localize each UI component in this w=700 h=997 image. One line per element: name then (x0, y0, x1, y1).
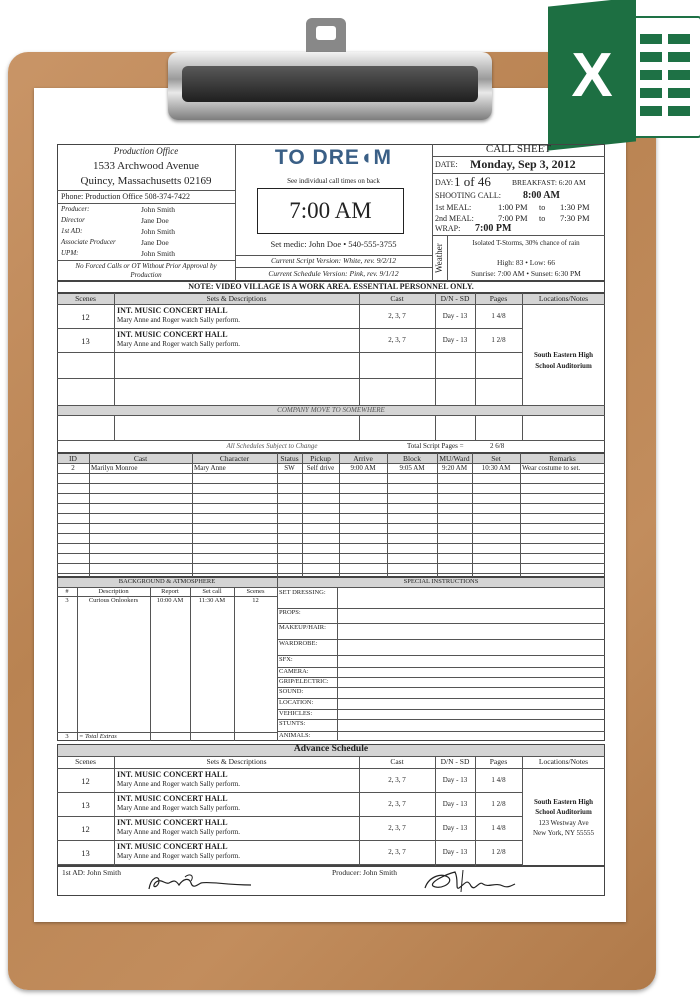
background-col-header: Description (98, 588, 129, 595)
cast-cell-cast: Marilyn Monroe (91, 464, 138, 472)
call-sheet-title: CALL SHEET (485, 143, 552, 155)
advance-scene-day-night: Day - 13 (442, 776, 468, 784)
advance-scene-set: INT. MUSIC CONCERT HALL (117, 794, 228, 803)
wrap-label: WRAP: (435, 224, 461, 233)
cast-col-header: Remarks (549, 454, 576, 463)
scene-number: 12 (81, 312, 90, 322)
meal-2-label: 2nd MEAL: (435, 214, 474, 223)
sunrise-sunset: Sunrise: 7:00 AM • Sunset: 6:30 PM (471, 269, 581, 278)
advance-scene-description: Mary Anne and Roger watch Sally perform. (117, 852, 241, 860)
background-cell-desc: Curious Onlookers (88, 597, 139, 604)
advance-scene-cast: 2, 3, 7 (388, 824, 406, 832)
office-label: Production Office (113, 146, 179, 156)
advance-scene-pages: 1 4/8 (491, 824, 506, 832)
office-address-1: 1533 Archwood Avenue (92, 160, 200, 172)
scene-pages: 1 4/8 (491, 312, 506, 320)
office-phone: Phone: Production Office 508-374-7422 (61, 192, 190, 201)
scene-col-header: Locations/Notes (538, 294, 589, 303)
schedule-version: Current Schedule Version: Pink, rev. 9/1/12 (268, 269, 399, 278)
background-col-header: Scenes (246, 588, 265, 595)
advance-scene-number: 13 (81, 800, 90, 810)
total-script-pages-label: Total Script Pages = (407, 442, 464, 450)
scene-pages: 1 2/8 (491, 336, 506, 344)
call-sheet (57, 144, 605, 896)
see-individual-call-times: See individual call times on back (287, 177, 380, 185)
special-instruction-label: LOCATION: (279, 699, 314, 706)
cast-cell-remarks: Wear costume to set. (522, 464, 581, 472)
office-address-2: Quincy, Massachusetts 02169 (80, 175, 212, 187)
scene-description: Mary Anne and Roger watch Sally perform. (117, 316, 241, 324)
advance-address-1: 123 Westway Ave (538, 819, 589, 827)
advance-col-header: Locations/Notes (538, 757, 589, 766)
cast-cell-character: Mary Anne (194, 464, 226, 472)
advance-scene-description: Mary Anne and Roger watch Sally perform. (117, 780, 241, 788)
scene-description: Mary Anne and Roger watch Sally perform. (117, 340, 241, 348)
general-call-time: 7:00 AM (257, 188, 404, 234)
cast-col-header: MU/Ward (439, 454, 470, 463)
crew-name: Jane Doe (141, 238, 169, 247)
day-label: DAY: (435, 178, 454, 187)
meal-2-from: 7:00 PM (498, 213, 528, 223)
producer-signature-label: Producer: John Smith (332, 868, 397, 877)
scene-day-night: Day - 13 (442, 336, 468, 344)
schedules-subject-to-change: All Schedules Subject to Change (226, 442, 318, 450)
crew-role: Associate Producer (61, 238, 116, 246)
script-version: Current Script Version: White, rev. 9/2/12 (271, 256, 396, 265)
cast-col-header: Set (491, 454, 501, 463)
special-instruction-label: CAMERA: (279, 668, 309, 675)
advance-col-header: D/N - SD (440, 757, 470, 766)
cast-cell-id: 2 (71, 464, 75, 472)
background-cell-report: 10:00 AM (156, 597, 184, 604)
advance-scene-pages: 1 2/8 (491, 800, 506, 808)
special-instruction-label: GRIP/ELECTRIC: (279, 678, 329, 685)
background-cell-setcall: 11:30 AM (198, 597, 226, 604)
background-cell-scenes: 12 (252, 597, 259, 604)
company-move: COMPANY MOVE TO SOMEWHERE (277, 406, 385, 414)
total-script-pages: 2 6/8 (490, 442, 505, 450)
advance-scene-number: 13 (81, 848, 90, 858)
advance-scene-number: 12 (81, 776, 90, 786)
company-logo: TO DRE◖M (274, 146, 393, 169)
scene-number: 13 (81, 336, 90, 346)
meal-2-to-label: to (539, 214, 546, 223)
scene-col-header: Cast (390, 294, 404, 303)
first-ad-signature (145, 871, 255, 895)
background-col-header: # (65, 588, 69, 595)
total-extras-count: 3 (65, 733, 69, 740)
meal-1-to-label: to (539, 203, 546, 212)
shooting-call-time: 8:00 AM (523, 190, 560, 201)
scene-col-header: Pages (489, 294, 508, 303)
cast-cell-block: 9:05 AM (399, 464, 425, 472)
first-ad-signature-label: 1st AD: John Smith (62, 868, 121, 877)
cast-cell-pickup: Self drive (306, 464, 335, 472)
cast-col-header: Arrive (353, 454, 373, 463)
cast-col-header: Pickup (310, 454, 331, 463)
advance-scene-day-night: Day - 13 (442, 800, 468, 808)
scene-set: INT. MUSIC CONCERT HALL (117, 306, 228, 315)
background-col-header: Set call (202, 588, 222, 595)
breakfast-time: BREAKFAST: 6:20 AM (512, 178, 586, 187)
advance-location-note: South Eastern High School Auditorium (533, 798, 594, 816)
meal-1-from: 1:00 PM (498, 202, 528, 212)
special-instruction-label: SET DRESSING: (279, 589, 326, 596)
advance-scene-set: INT. MUSIC CONCERT HALL (117, 818, 228, 827)
crew-role: UPM: (61, 249, 79, 257)
background-title: BACKGROUND & ATMOSPHERE (118, 578, 216, 585)
crew-name: John Smith (141, 227, 175, 236)
advance-col-header: Pages (489, 757, 508, 766)
advance-scene-cast: 2, 3, 7 (388, 776, 406, 784)
advance-col-header: Cast (390, 757, 404, 766)
weather-label: Weather (434, 243, 444, 273)
advance-scene-cast: 2, 3, 7 (388, 800, 406, 808)
advance-scene-number: 12 (81, 824, 90, 834)
advance-schedule-title: Advance Schedule (293, 744, 369, 754)
video-village-note: NOTE: VIDEO VILLAGE IS A WORK AREA. ESSENTIAL PERSONNEL ONLY. (188, 282, 474, 291)
special-instruction-label: SOUND: (279, 688, 304, 695)
date-label: DATE: (435, 160, 458, 169)
set-medic: Set medic: John Doe • 540-555-3755 (270, 239, 397, 249)
producer-signature (419, 868, 519, 896)
meal-2-to: 7:30 PM (560, 213, 590, 223)
cast-cell-set: 10:30 AM (481, 464, 511, 472)
advance-scene-description: Mary Anne and Roger watch Sally perform. (117, 828, 241, 836)
cast-col-header: ID (69, 454, 77, 463)
advance-col-header: Sets & Descriptions (206, 757, 267, 766)
crew-role: Director (61, 216, 85, 224)
crew-name: John Smith (141, 249, 175, 258)
special-instruction-label: PROPS: (279, 609, 301, 616)
shooting-call-label: SHOOTING CALL: (435, 191, 501, 200)
scene-col-header: D/N - SD (440, 294, 470, 303)
advance-scene-set: INT. MUSIC CONCERT HALL (117, 770, 228, 779)
cast-col-header: Status (280, 454, 299, 463)
advance-scene-day-night: Day - 13 (442, 848, 468, 856)
cast-cell-arrive: 9:00 AM (350, 464, 376, 472)
special-instruction-label: ANIMALS: (279, 732, 311, 739)
shoot-date: Monday, Sep 3, 2012 (470, 157, 576, 171)
special-instruction-label: WARDROBE: (279, 640, 318, 647)
advance-scene-day-night: Day - 13 (442, 824, 468, 832)
crew-role: 1st AD: (61, 227, 83, 235)
scene-day-night: Day - 13 (442, 312, 468, 320)
meal-1-label: 1st MEAL: (435, 203, 472, 212)
advance-address-2: New York, NY 55555 (533, 829, 594, 837)
forced-calls-notice: No Forced Calls or OT Without Prior Approval by Production (75, 262, 217, 279)
scene-col-header: Sets & Descriptions (206, 294, 267, 303)
advance-scene-set: INT. MUSIC CONCERT HALL (117, 842, 228, 851)
location-note: South Eastern High School Auditorium (533, 351, 594, 370)
scene-set: INT. MUSIC CONCERT HALL (117, 330, 228, 339)
crew-name: John Smith (141, 205, 175, 214)
total-extras-label: = Total Extras (79, 733, 117, 740)
scene-cast: 2, 3, 7 (388, 312, 406, 320)
cast-col-header: Block (403, 454, 421, 463)
special-instruction-label: MAKEUP/HAIR: (279, 624, 326, 631)
scene-cast: 2, 3, 7 (388, 336, 406, 344)
advance-scene-pages: 1 2/8 (491, 848, 506, 856)
special-instructions-title: SPECIAL INSTRUCTIONS (403, 578, 479, 585)
special-instruction-label: VEHICLES: (279, 710, 313, 717)
meal-1-to: 1:30 PM (560, 202, 590, 212)
advance-col-header: Scenes (75, 757, 96, 766)
special-instruction-label: STUNTS: (279, 720, 306, 727)
crew-role: Producer: (61, 205, 90, 213)
background-cell-n: 3 (65, 597, 69, 604)
cast-col-header: Cast (133, 454, 148, 463)
shoot-day: 1 of 46 (454, 174, 491, 189)
wrap-time: 7:00 PM (475, 223, 512, 234)
cast-cell-status: SW (284, 464, 295, 472)
crew-name: Jane Doe (141, 216, 169, 225)
excel-logo-icon: X (548, 2, 698, 146)
clipboard-clip-bar (168, 52, 492, 120)
advance-scene-pages: 1 4/8 (491, 776, 506, 784)
background-col-header: Report (161, 588, 179, 595)
cast-col-header: Character (219, 454, 250, 463)
weather-forecast: Isolated T-Storms, 30% chance of rain (472, 239, 580, 247)
weather-high-low: High: 83 • Low: 66 (496, 258, 556, 267)
advance-scene-cast: 2, 3, 7 (388, 848, 406, 856)
advance-scene-description: Mary Anne and Roger watch Sally perform. (117, 804, 241, 812)
special-instruction-label: SFX: (279, 656, 293, 663)
cast-cell-mu: 9:20 AM (441, 464, 468, 472)
scene-col-header: Scenes (75, 294, 96, 303)
